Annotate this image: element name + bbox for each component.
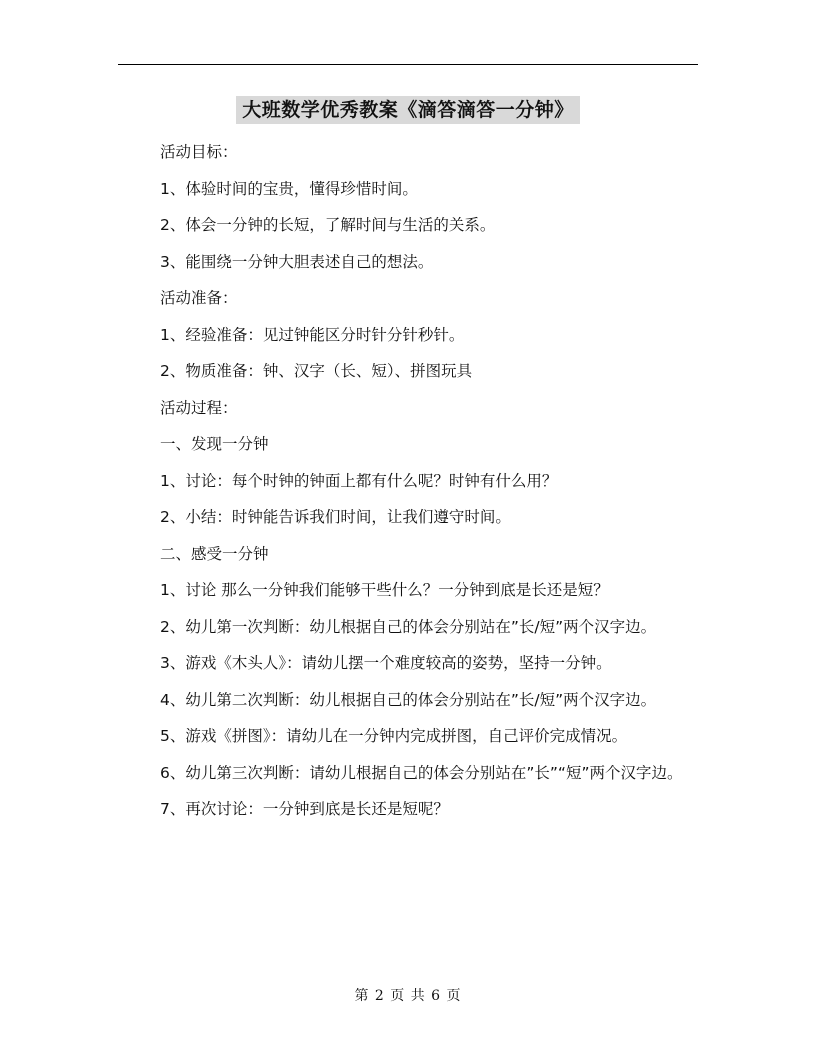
paragraph: 二、感受一分钟 [160, 544, 269, 563]
paragraph: 2、体会一分钟的长短，了解时间与生活的关系。 [160, 216, 496, 234]
paragraph: 活动准备： [160, 289, 238, 307]
document-title: 大班数学优秀教案《滴答滴答一分钟》 [236, 96, 580, 124]
paragraph: 2、物质准备：钟、汉字（长、短）、拼图玩具 [160, 362, 473, 380]
header-rule [118, 64, 698, 65]
paragraph: 1、经验准备：见过钟能区分时针分针秒针。 [160, 325, 465, 344]
title-container [0, 96, 816, 124]
paragraph: 活动过程： [160, 398, 238, 417]
paragraph: 4、幼儿第二次判断：幼儿根据自己的体会分别站在”长/短”两个汉字边。 [160, 690, 657, 709]
paragraph: 5、游戏《拼图》：请幼儿在一分钟内完成拼图，自己评价完成情况。 [160, 727, 628, 745]
paragraph: 3、能围绕一分钟大胆表述自己的想法。 [160, 252, 434, 271]
paragraph: 1、讨论 那么一分钟我们能够干些什么？一分钟到底是长还是短？ [160, 581, 609, 599]
paragraph: 6、幼儿第三次判断：请幼儿根据自己的体会分别站在”长”“短”两个汉字边。 [160, 763, 683, 782]
document-body [120, 134, 698, 828]
paragraph: 2、小结：时钟能告诉我们时间，让我们遵守时间。 [160, 508, 511, 526]
paragraph: 3、游戏《木头人》：请幼儿摆一个难度较高的姿势，坚持一分钟。 [160, 654, 612, 672]
page-number: 第 2 页 共 6 页 [354, 988, 462, 1004]
paragraph: 活动目标： [160, 143, 238, 161]
paragraph: 1、讨论：每个时钟的钟面上都有什么呢？时钟有什么用？ [160, 471, 558, 490]
paragraph: 1、体验时间的宝贵，懂得珍惜时间。 [160, 179, 418, 198]
paragraph: 一、发现一分钟 [160, 435, 269, 453]
paragraph: 2、幼儿第一次判断：幼儿根据自己的体会分别站在”长/短”两个汉字边。 [160, 617, 657, 636]
paragraph: 7、再次讨论：一分钟到底是长还是短呢？ [160, 800, 449, 818]
